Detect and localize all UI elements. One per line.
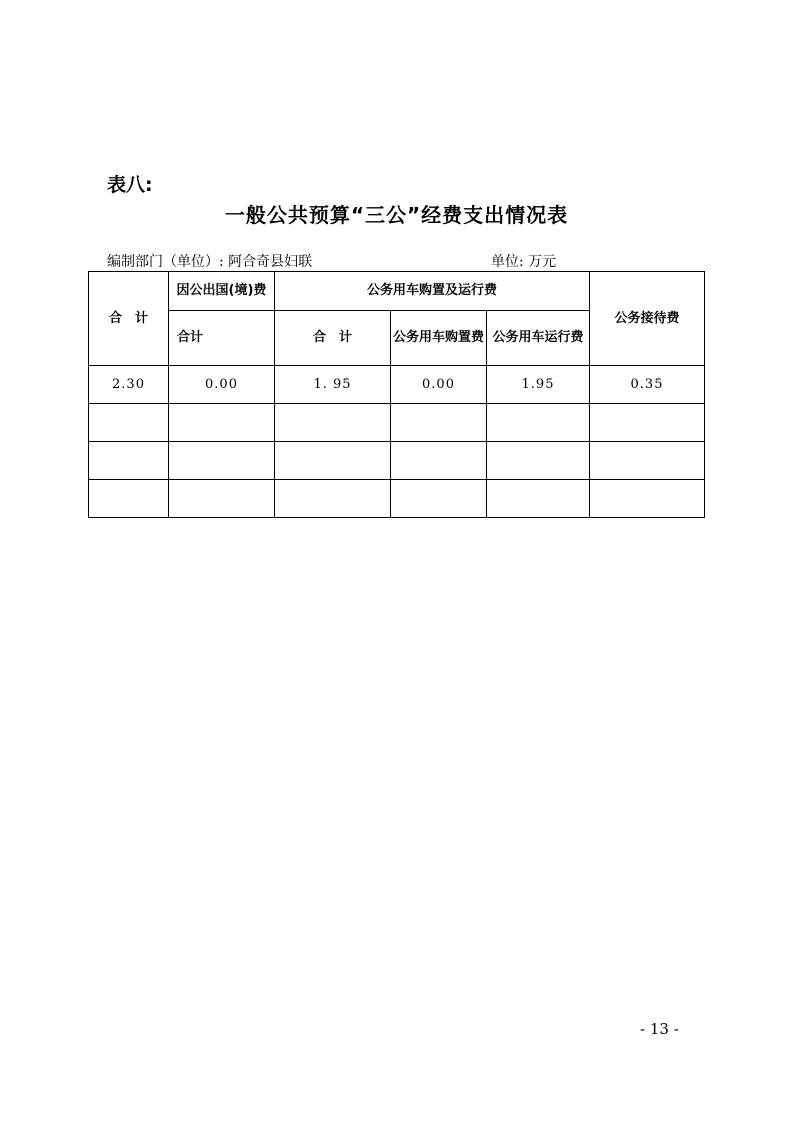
page-title: 一般公共预算“三公”经费支出情况表 bbox=[224, 203, 569, 227]
unit-line: 单位: 万元 bbox=[491, 254, 557, 270]
header-overseas-group: 因公出国(境)费 bbox=[169, 272, 275, 311]
org-line: 编制部门（单位）: 阿合奇县妇联 bbox=[107, 254, 313, 270]
cell-vehicle-total: 1. 95 bbox=[275, 366, 391, 404]
table-cell bbox=[590, 480, 705, 518]
page-number: - 13 - bbox=[640, 1020, 679, 1038]
header-vehicle-purchase: 公务用车购置费 bbox=[391, 311, 487, 366]
table-cell bbox=[89, 442, 169, 480]
cell-vehicle-purchase: 0.00 bbox=[391, 366, 487, 404]
table-cell bbox=[169, 480, 275, 518]
table-cell bbox=[487, 404, 590, 442]
header-vehicle-operation: 公务用车运行费 bbox=[487, 311, 590, 366]
expense-table bbox=[88, 271, 705, 518]
header-overseas-total: 合计 bbox=[169, 311, 275, 366]
table-cell bbox=[487, 442, 590, 480]
table-row bbox=[89, 442, 705, 480]
table-row bbox=[89, 404, 705, 442]
table-cell bbox=[590, 404, 705, 442]
header-row-1 bbox=[89, 272, 705, 311]
table-row bbox=[89, 366, 705, 404]
table-cell bbox=[89, 480, 169, 518]
table-cell bbox=[391, 480, 487, 518]
table-cell bbox=[275, 442, 391, 480]
table-cell bbox=[391, 442, 487, 480]
table-cell bbox=[89, 404, 169, 442]
table-cell bbox=[487, 480, 590, 518]
header-vehicle-total: 合 计 bbox=[275, 311, 391, 366]
header-vehicle-group: 公务用车购置及运行费 bbox=[275, 272, 590, 311]
table-cell bbox=[169, 442, 275, 480]
cell-vehicle-operation: 1.95 bbox=[487, 366, 590, 404]
table-cell bbox=[590, 442, 705, 480]
cell-reception: 0.35 bbox=[590, 366, 705, 404]
table-row bbox=[89, 480, 705, 518]
cell-overseas: 0.00 bbox=[169, 366, 275, 404]
header-total: 合 计 bbox=[89, 272, 169, 366]
table-label: 表八: bbox=[107, 174, 153, 196]
table-cell bbox=[391, 404, 487, 442]
table-cell bbox=[169, 404, 275, 442]
cell-total: 2.30 bbox=[89, 366, 169, 404]
table-cell bbox=[275, 404, 391, 442]
table-cell bbox=[275, 480, 391, 518]
header-reception: 公务接待费 bbox=[590, 272, 705, 366]
